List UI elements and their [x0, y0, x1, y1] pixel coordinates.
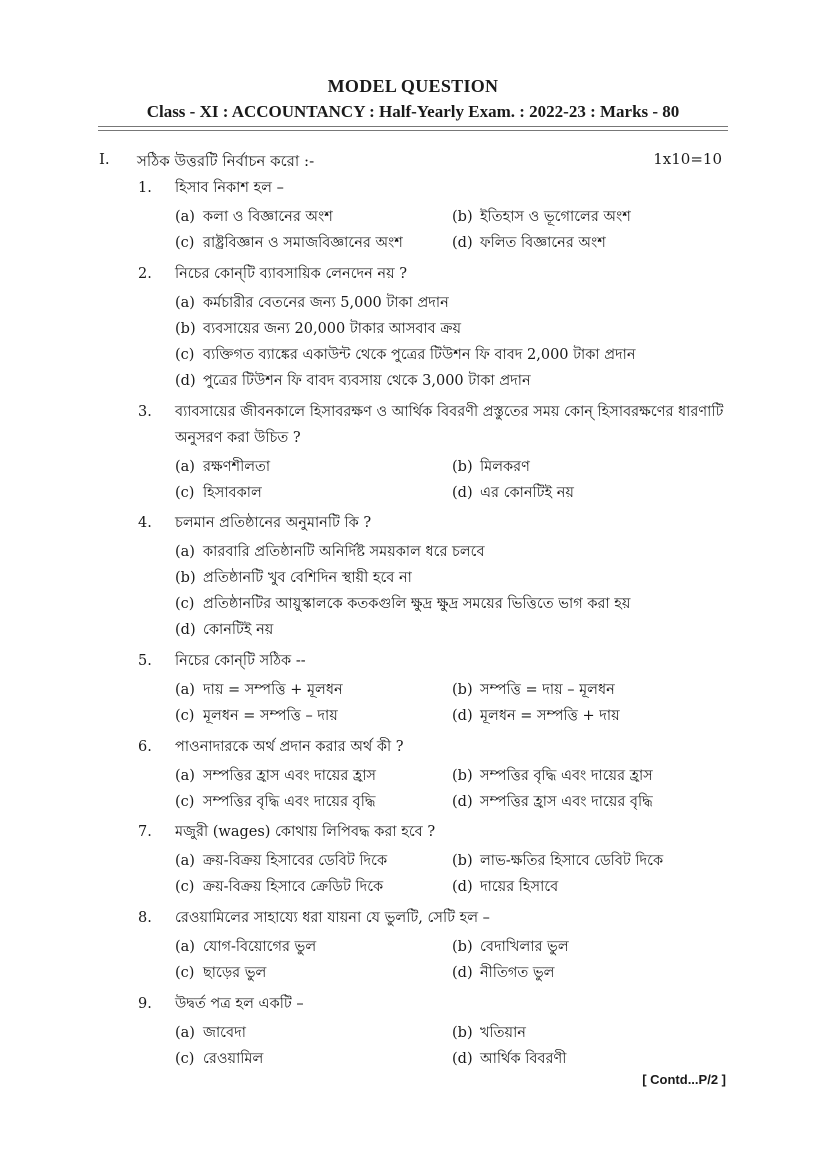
- question-text: নিচের কোন্‌টি সঠিক --: [175, 653, 306, 669]
- section-title: সঠিক উত্তরটি নির্বাচন করো :-: [137, 152, 315, 170]
- header-divider-top: [98, 126, 728, 127]
- option-c: (c) রাষ্ট্রবিজ্ঞান ও সমাজবিজ্ঞানের অংশ: [175, 235, 403, 251]
- option-d: (d) নীতিগত ভুল: [452, 965, 555, 981]
- question-text: রেওয়ামিলের সাহায্যে ধরা যায়না যে ভুলটি, সেটি হল –: [175, 910, 490, 926]
- option-d: (d) ফলিত বিজ্ঞানের অংশ: [452, 235, 606, 251]
- option-d: (d) দায়ের হিসাবে: [452, 879, 559, 895]
- question-number: 2.: [138, 266, 152, 282]
- question-text: হিসাব নিকাশ হল –: [175, 180, 284, 196]
- continued-note: [ Contd...P/2 ]: [642, 1072, 726, 1087]
- option-a: (a) কর্মচারীর বেতনের জন্য 5,000 টাকা প্রদান: [175, 295, 449, 311]
- option-b: (b) ব্যবসায়ের জন্য 20,000 টাকার আসবাব ক্রয়: [175, 321, 462, 337]
- option-c: (c) ব্যক্তিগত ব্যাঙ্কের একাউন্ট থেকে পুত্রের টিউশন ফি বাবদ 2,000 টাকা প্রদান: [175, 347, 636, 363]
- question-number: 1.: [138, 180, 152, 196]
- option-b: (b) সম্পত্তি = দায় – মূলধন: [452, 682, 615, 698]
- option-d: (d) পুত্রের টিউশন ফি বাবদ ব্যবসায় থেকে 3,000 টাকা প্রদান: [175, 373, 531, 389]
- option-d: (d) মূলধন = সম্পত্তি + দায়: [452, 708, 620, 724]
- page-title: MODEL QUESTION: [327, 76, 499, 96]
- question-number: 5.: [138, 653, 152, 669]
- option-c: (c) ক্রয়-বিক্রয় হিসাবে ক্রেডিট দিকে: [175, 879, 384, 895]
- option-b: (b) মিলকরণ: [452, 459, 530, 475]
- question-text: চলমান প্রতিষ্ঠানের অনুমানটি কি ?: [175, 515, 372, 531]
- option-a: (a) ক্রয়-বিক্রয় হিসাবের ডেবিট দিকে: [175, 853, 388, 869]
- option-d: (d) সম্পত্তির হ্রাস এবং দায়ের বৃদ্ধি: [452, 794, 653, 810]
- option-d: (d) কোনটিই নয়: [175, 622, 274, 638]
- question-text: ব্যাবসায়ের জীবনকালে হিসাবরক্ষণ ও আর্থিক বিবরণী প্রস্তুতের সময় কোন্‌ হিসাবরক্ষণের ধারণাটি অনুসরণ করা উচিত ?: [175, 404, 724, 446]
- question-number: 8.: [138, 910, 152, 926]
- option-a: (a) যোগ-বিয়োগের ভুল: [175, 939, 317, 955]
- option-a: (a) কলা ও বিজ্ঞানের অংশ: [175, 209, 333, 225]
- question-text: পাওনাদারকে অর্থ প্রদান করার অর্থ কী ?: [175, 739, 404, 755]
- option-d: (d) আর্থিক বিবরণী: [452, 1051, 567, 1067]
- question-number: 6.: [138, 739, 152, 755]
- question-text: মজুরী (wages) কোথায় লিপিবদ্ধ করা হবে ?: [175, 824, 436, 840]
- option-a: (a) রক্ষণশীলতা: [175, 459, 271, 475]
- option-a: (a) কারবারি প্রতিষ্ঠানটি অনির্দিষ্ট সময়কাল ধরে চলবে: [175, 544, 485, 560]
- option-b: (b) ইতিহাস ও ভূগোলের অংশ: [452, 209, 631, 225]
- question-number: 4.: [138, 515, 152, 531]
- exam-subtitle: Class - XI : ACCOUNTANCY : Half-Yearly Exam. : 2022-23 : Marks - 80: [146, 102, 680, 121]
- option-a: (a) সম্পত্তির হ্রাস এবং দায়ের হ্রাস: [175, 768, 376, 784]
- option-b: (b) প্রতিষ্ঠানটি খুব বেশিদিন স্থায়ী হবে না: [175, 570, 412, 586]
- option-c: (c) রেওয়ামিল: [175, 1051, 264, 1067]
- question-number: 9.: [138, 996, 152, 1012]
- question-text: নিচের কোন্‌টি ব্যাবসায়িক লেনদেন নয় ?: [175, 266, 407, 282]
- section-number: I.: [99, 150, 110, 168]
- option-d: (d) এর কোনটিই নয়: [452, 485, 574, 501]
- option-a: (a) দায় = সম্পত্তি + মূলধন: [175, 682, 343, 698]
- section-marks: 1x10=10: [653, 150, 722, 168]
- option-c: (c) হিসাবকাল: [175, 485, 262, 501]
- option-b: (b) বেদাখিলার ভুল: [452, 939, 569, 955]
- header-divider-bottom: [98, 130, 728, 131]
- option-c: (c) ছাড়ের ভুল: [175, 965, 267, 981]
- option-c: (c) মূলধন = সম্পত্তি – দায়: [175, 708, 338, 724]
- question-number: 7.: [138, 824, 152, 840]
- option-c: (c) প্রতিষ্ঠানটির আয়ুস্কালকে কতকগুলি ক্ষুদ্র ক্ষুদ্র সময়ের ভিত্তিতে ভাগ করা হয়: [175, 596, 631, 612]
- question-text: উদ্বর্ত পত্র হল একটি –: [175, 996, 304, 1012]
- option-b: (b) সম্পত্তির বৃদ্ধি এবং দায়ের হ্রাস: [452, 768, 653, 784]
- option-a: (a) জাবেদা: [175, 1025, 246, 1041]
- question-number: 3.: [138, 404, 152, 420]
- option-c: (c) সম্পত্তির বৃদ্ধি এবং দায়ের বৃদ্ধি: [175, 794, 376, 810]
- option-b: (b) খতিয়ান: [452, 1025, 526, 1041]
- option-b: (b) লাভ-ক্ষতির হিসাবে ডেবিট দিকে: [452, 853, 664, 869]
